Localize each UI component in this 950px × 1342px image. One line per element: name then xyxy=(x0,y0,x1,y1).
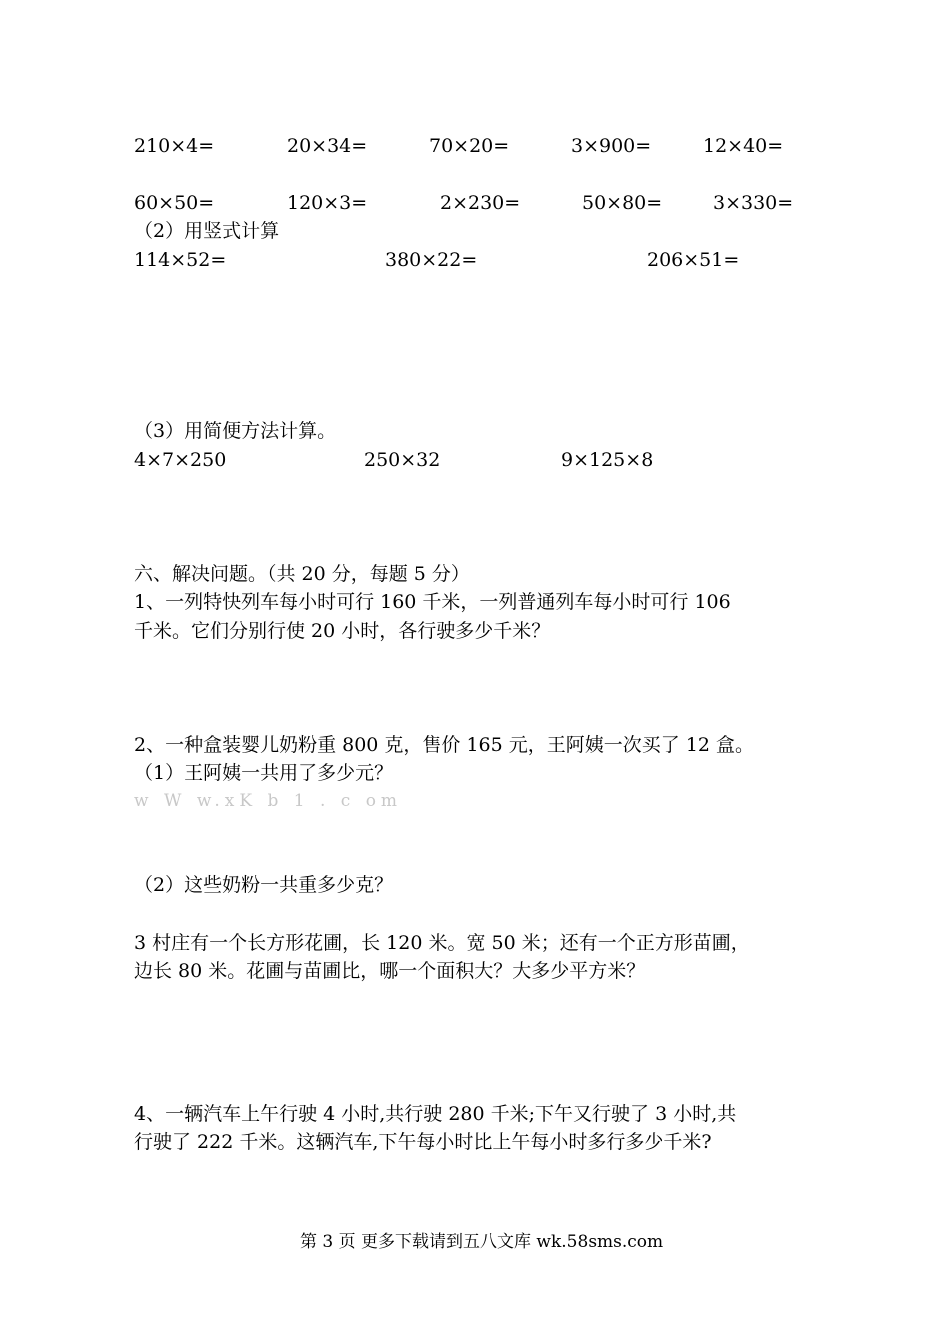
oral-calc-item: 20×34= xyxy=(287,135,368,157)
vertical-calc-item: 380×22= xyxy=(385,249,478,271)
question-2-sub-1: （1）王阿姨一共用了多少元？ xyxy=(134,762,394,784)
question-3-line-2: 边长 80 米。花圃与苗圃比，哪一个面积大？大多少平方米？ xyxy=(134,960,646,982)
watermark-text: w W w.xK b 1 . c om xyxy=(134,791,403,811)
oral-calc-item: 70×20= xyxy=(429,135,510,157)
oral-calc-item: 210×4= xyxy=(134,135,215,157)
oral-calc-item: 50×80= xyxy=(582,192,663,214)
oral-calc-item: 3×330= xyxy=(713,192,794,214)
oral-calc-item: 2×230= xyxy=(440,192,521,214)
question-2-sub-2: （2）这些奶粉一共重多少克？ xyxy=(134,874,394,896)
simple-calc-item: 250×32 xyxy=(364,449,441,471)
question-1-line-2: 千米。它们分别行使 20 小时，各行驶多少千米？ xyxy=(134,620,551,642)
oral-calc-item: 60×50= xyxy=(134,192,215,214)
vertical-calc-heading: （2）用竖式计算 xyxy=(134,220,280,242)
simple-calc-heading: （3）用简便方法计算。 xyxy=(134,420,337,442)
vertical-calc-item: 114×52= xyxy=(134,249,227,271)
oral-calc-item: 120×3= xyxy=(287,192,368,214)
question-2-line-1: 2、一种盒装婴儿奶粉重 800 克，售价 165 元，王阿姨一次买了 12 盒。 xyxy=(134,734,755,756)
question-1-line-1: 1、一列特快列车每小时可行 160 千米，一列普通列车每小时可行 106 xyxy=(134,591,731,613)
vertical-calc-item: 206×51= xyxy=(647,249,740,271)
question-4-line-1: 4、一辆汽车上午行驶 4 小时,共行驶 280 千米;下午又行驶了 3 小时,共 xyxy=(134,1103,737,1125)
section-heading: 六、解决问题。（共 20 分，每题 5 分） xyxy=(134,563,470,585)
oral-calc-item: 12×40= xyxy=(703,135,784,157)
simple-calc-item: 9×125×8 xyxy=(561,449,654,471)
simple-calc-item: 4×7×250 xyxy=(134,449,227,471)
question-3-line-1: 3 村庄有一个长方形花圃，长 120 米。宽 50 米；还有一个正方形苗圃， xyxy=(134,932,750,954)
oral-calc-item: 3×900= xyxy=(571,135,652,157)
page-footer: 第 3 页 更多下载请到五八文库 wk.58sms.com xyxy=(300,1232,664,1252)
question-4-line-2: 行驶了 222 千米。这辆汽车,下午每小时比上午每小时多行多少千米? xyxy=(134,1131,712,1153)
